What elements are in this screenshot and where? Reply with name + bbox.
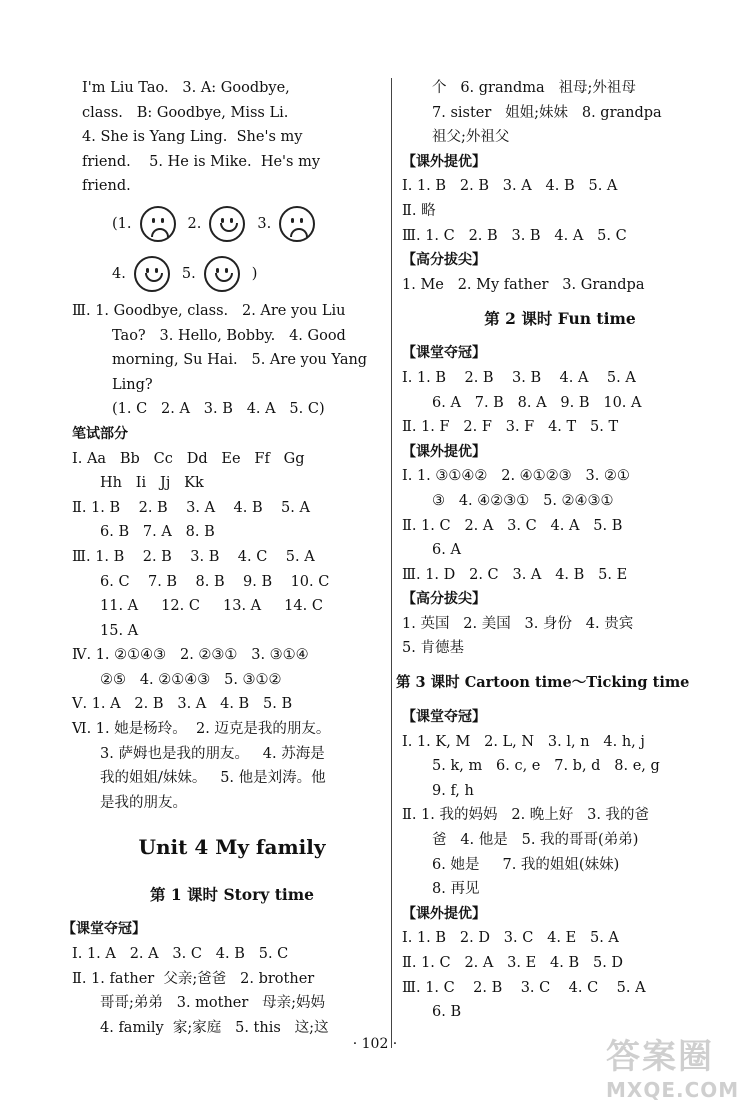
- section-header: 【课外提优】: [402, 905, 486, 922]
- answer-line: ③ 4. ④②③① 5. ②④③①: [432, 492, 614, 509]
- answer-line: 1. 英国 2. 美国 3. 身份 4. 贵宾: [402, 615, 634, 632]
- answer-line: Ⅲ. 1. D 2. C 3. A 4. B 5. E: [402, 566, 628, 583]
- answer-line: Ling?: [112, 376, 153, 393]
- happy-face-icon: [204, 256, 240, 292]
- answer-line: 6. B: [432, 1004, 462, 1021]
- lesson-title: 第 1 课时 Story time: [149, 885, 315, 905]
- answer-line: 15. A: [100, 622, 139, 639]
- answer-line: Ⅱ. 略: [402, 202, 436, 219]
- page-number: · 102 ·: [352, 1036, 398, 1052]
- answer-line: 5. k, m 6. c, e 7. b, d 8. e, g: [432, 758, 660, 775]
- answer-line: Ⅲ. 1. C 2. B 3. B 4. A 5. C: [402, 227, 627, 244]
- watermark-text: 答案圈: [606, 1037, 714, 1077]
- answer-line: Ⅲ. 1. Goodbye, class. 2. Are you Liu: [72, 302, 346, 319]
- face-label: (1.: [112, 215, 132, 232]
- answer-line: 6. C 7. B 8. B 9. B 10. C: [100, 573, 330, 590]
- answer-line: 6. A 7. B 8. A 9. B 10. A: [432, 394, 642, 411]
- sad-face-icon: [140, 206, 176, 242]
- answer-line: Tao? 3. Hello, Bobby. 4. Good: [112, 327, 346, 344]
- section-header: 笔试部分: [72, 425, 128, 442]
- answer-line: 4. family 家;家庭 5. this 这;这: [100, 1019, 329, 1036]
- face-label: 5.: [181, 265, 196, 282]
- answer-line: Ⅰ. 1. A 2. A 3. C 4. B 5. C: [72, 946, 289, 963]
- section-header: 【课堂夺冠】: [62, 921, 146, 938]
- unit-title: Unit 4 My family: [138, 835, 326, 860]
- answer-line: Ⅰ. 1. ③①④② 2. ④①②③ 3. ②①: [402, 468, 630, 485]
- section-header: 【课外提优】: [402, 443, 486, 460]
- answer-line: 5. 肯德基: [402, 640, 464, 657]
- right-column: [396, 76, 718, 1025]
- lesson-title: 第 3 课时 Cartoon time～Ticking time: [396, 674, 690, 692]
- faces-row-1: [82, 199, 382, 249]
- watermark-text: MXQE.COM: [606, 1078, 740, 1102]
- answer-line: 是我的朋友。: [100, 794, 187, 811]
- answer-line: 8. 再见: [432, 881, 480, 898]
- answer-line: I'm Liu Tao. 3. A: Goodbye,: [82, 80, 290, 96]
- answer-line: class. B: Goodbye, Miss Li.: [82, 104, 289, 121]
- answer-line: Ⅱ. 1. B 2. B 3. A 4. B 5. A: [72, 499, 310, 516]
- section-header: 【高分拔尖】: [402, 591, 486, 608]
- section-header: 【课堂夺冠】: [402, 709, 486, 726]
- happy-face-icon: [134, 256, 170, 292]
- answer-line: Ⅱ. 1. C 2. A 3. E 4. B 5. D: [402, 955, 624, 971]
- answer-line: Ⅰ. 1. B 2. B 3. A 4. B 5. A: [402, 178, 618, 195]
- answer-line: Ⅱ. 1. F 2. F 3. F 4. T 5. T: [402, 419, 619, 436]
- answer-line: Hh Ii Jj Kk: [100, 475, 204, 492]
- answer-line: ②⑤ 4. ②①④③ 5. ③①②: [100, 671, 282, 688]
- left-column: [62, 76, 382, 1040]
- answer-line: 11. A 12. C 13. A 14. C: [100, 598, 323, 615]
- lesson-title: 第 2 课时 Fun time: [484, 309, 636, 329]
- section-header: 【课外提优】: [402, 153, 486, 170]
- answer-line: Ⅲ. 1. B 2. B 3. B 4. C 5. A: [72, 548, 315, 565]
- answer-line: (1. C 2. A 3. B 4. A 5. C): [112, 401, 325, 418]
- answer-line: friend. 5. He is Mike. He's my: [82, 153, 321, 170]
- answer-line: Ⅳ. 1. ②①④③ 2. ②③① 3. ③①④: [72, 647, 309, 664]
- section-header: 【高分拔尖】: [402, 252, 486, 269]
- happy-face-icon: [209, 206, 245, 242]
- answer-line: Ⅴ. 1. A 2. B 3. A 4. B 5. B: [72, 696, 293, 713]
- answer-line: friend.: [82, 178, 131, 195]
- site-watermark-logo: [606, 1029, 746, 1111]
- face-label: 2.: [187, 215, 202, 232]
- answer-line: Ⅰ. 1. B 2. B 3. B 4. A 5. A: [402, 369, 636, 386]
- answer-line: 4. She is Yang Ling. She's my: [82, 129, 303, 146]
- face-label: 4.: [112, 265, 126, 282]
- answer-line: 爸 4. 他是 5. 我的哥哥(弟弟): [432, 832, 639, 849]
- answer-line: 6. B 7. A 8. B: [100, 524, 215, 541]
- answer-line: Ⅲ. 1. C 2. B 3. C 4. C 5. A: [402, 979, 646, 996]
- sad-face-icon: [279, 206, 315, 242]
- answer-line: Ⅱ. 1. father 父亲;爸爸 2. brother: [72, 970, 315, 987]
- answer-line: Ⅰ. 1. K, M 2. L, N 3. l, n 4. h, j: [402, 733, 645, 750]
- answer-line: 3. 萨姆也是我的朋友。 4. 苏海是: [100, 745, 325, 762]
- answer-line: 6. A: [432, 542, 461, 559]
- answer-line: morning, Su Hai. 5. Are you Yang: [112, 352, 368, 369]
- face-label: 3.: [257, 215, 272, 232]
- face-label: ): [251, 265, 258, 282]
- answer-line: 1. Me 2. My father 3. Grandpa: [402, 276, 645, 293]
- answer-line: 哥哥;弟弟 3. mother 母亲;妈妈: [100, 995, 326, 1012]
- answer-line: 6. 她是 7. 我的姐姐(妹妹): [432, 856, 620, 873]
- answer-line: Ⅰ. 1. B 2. D 3. C 4. E 5. A: [402, 930, 619, 947]
- answer-line: Ⅱ. 1. 我的妈妈 2. 晚上好 3. 我的爸: [402, 807, 650, 824]
- answer-line: 我的姐姐/妹妹。 5. 他是刘涛。他: [100, 770, 326, 787]
- answer-line: 个 6. grandma 祖母;外祖母: [432, 80, 636, 96]
- answer-line: 7. sister 姐姐;妹妹 8. grandpa: [432, 104, 662, 121]
- answer-line: 祖父;外祖父: [432, 129, 510, 146]
- column-divider: [391, 78, 392, 1048]
- section-header: 【课堂夺冠】: [402, 345, 486, 362]
- answer-line: 9. f, h: [432, 782, 474, 799]
- faces-row-2: [82, 249, 382, 299]
- answer-line: Ⅵ. 1. 她是杨玲。 2. 迈克是我的朋友。: [72, 721, 331, 738]
- answer-line: Ⅰ. Aa Bb Cc Dd Ee Ff Gg: [72, 450, 305, 467]
- answer-line: Ⅱ. 1. C 2. A 3. C 4. A 5. B: [402, 517, 623, 534]
